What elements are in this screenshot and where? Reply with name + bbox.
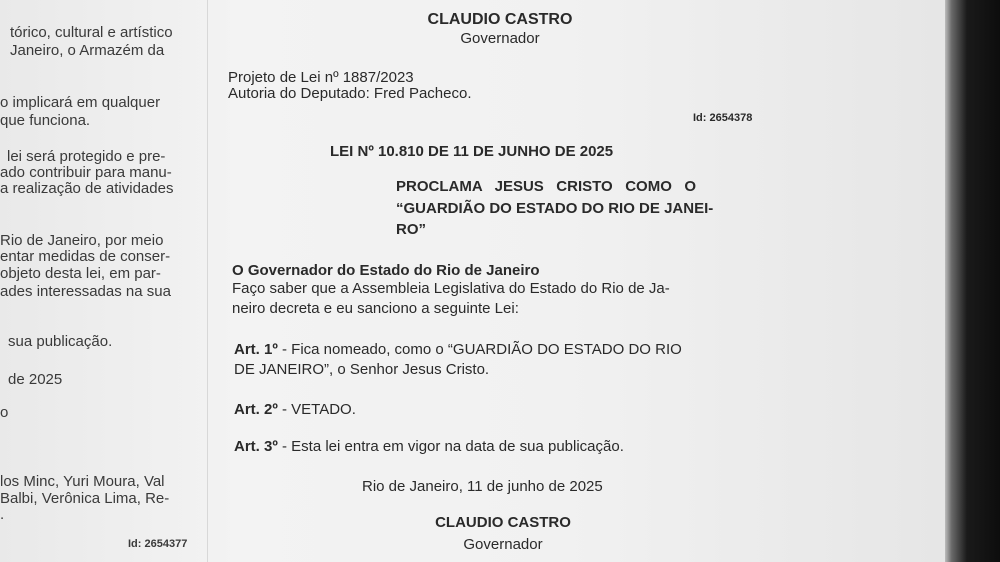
left-line: lei será protegido e pre- [7,148,166,165]
left-line: entar medidas de conser- [0,248,171,265]
preamble-line: Faço saber que a Assembleia Legislativa do Estado do Rio de Ja- [232,280,670,297]
article-line [234,401,356,419]
article-line [234,341,682,359]
article-line [234,438,624,456]
left-line: de 2025 [8,371,63,388]
signer-title: Governador [463,536,543,553]
article-label: Art. 3º [234,438,278,455]
ementa-line: RO” [396,221,426,238]
preamble-line: neiro decreta e eu sanciono a seguinte Lei: [232,300,519,317]
left-line: objeto desta lei, em par- [0,265,161,282]
bill-number: Projeto de Lei nº 1887/2023 [228,69,414,86]
left-line: a realização de atividades [0,180,174,197]
left-line: Janeiro, o Armazém da [10,42,165,59]
governor-title: Governador [460,30,540,47]
ementa-line: PROCLAMA JESUS CRISTO COMO O [396,178,697,195]
left-line: sua publicação. [8,333,113,350]
article-text: DE JANEIRO”, o Senhor Jesus Cristo. [234,361,490,378]
ementa-line: “GUARDIÃO DO ESTADO DO RIO DE JANEI- [396,200,714,217]
article-label: Art. 2º [234,401,278,418]
signer-name: CLAUDIO CASTRO [435,514,571,531]
law-title: LEI Nº 10.810 DE 11 DE JUNHO DE 2025 [330,143,614,160]
governor-name: CLAUDIO CASTRO [427,11,573,28]
document-id: Id: 2654378 [693,112,753,124]
left-line: los Minc, Yuri Moura, Val [0,473,165,490]
left-line: tórico, cultural e artístico [10,24,173,41]
bill-author: Autoria do Deputado: Fred Pacheco. [228,85,472,102]
monitor-bezel [945,0,1000,562]
article-text: - Esta lei entra em vigor na data de sua publicação. [277,438,624,455]
document-id: Id: 2654377 [128,538,188,550]
article-label: Art. 1º [234,341,278,358]
left-line: . [0,506,5,523]
article-text: - VETADO. [277,401,356,418]
preamble-heading: O Governador do Estado do Rio de Janeiro [232,262,540,279]
article-text: - Fica nomeado, como o “GUARDIÃO DO ESTADO DO RIO [277,341,682,358]
left-line: ades interessadas na sua [0,283,171,300]
left-line: Rio de Janeiro, por meio [0,232,164,249]
column-divider [207,0,208,562]
left-line: ado contribuir para manu- [0,164,172,181]
left-line: Balbi, Verônica Lima, Re- [0,490,170,507]
left-line: que funciona. [0,112,91,129]
place-date: Rio de Janeiro, 11 de junho de 2025 [362,478,603,495]
left-line: o implicará em qualquer [0,94,161,111]
left-line: o [0,404,9,421]
